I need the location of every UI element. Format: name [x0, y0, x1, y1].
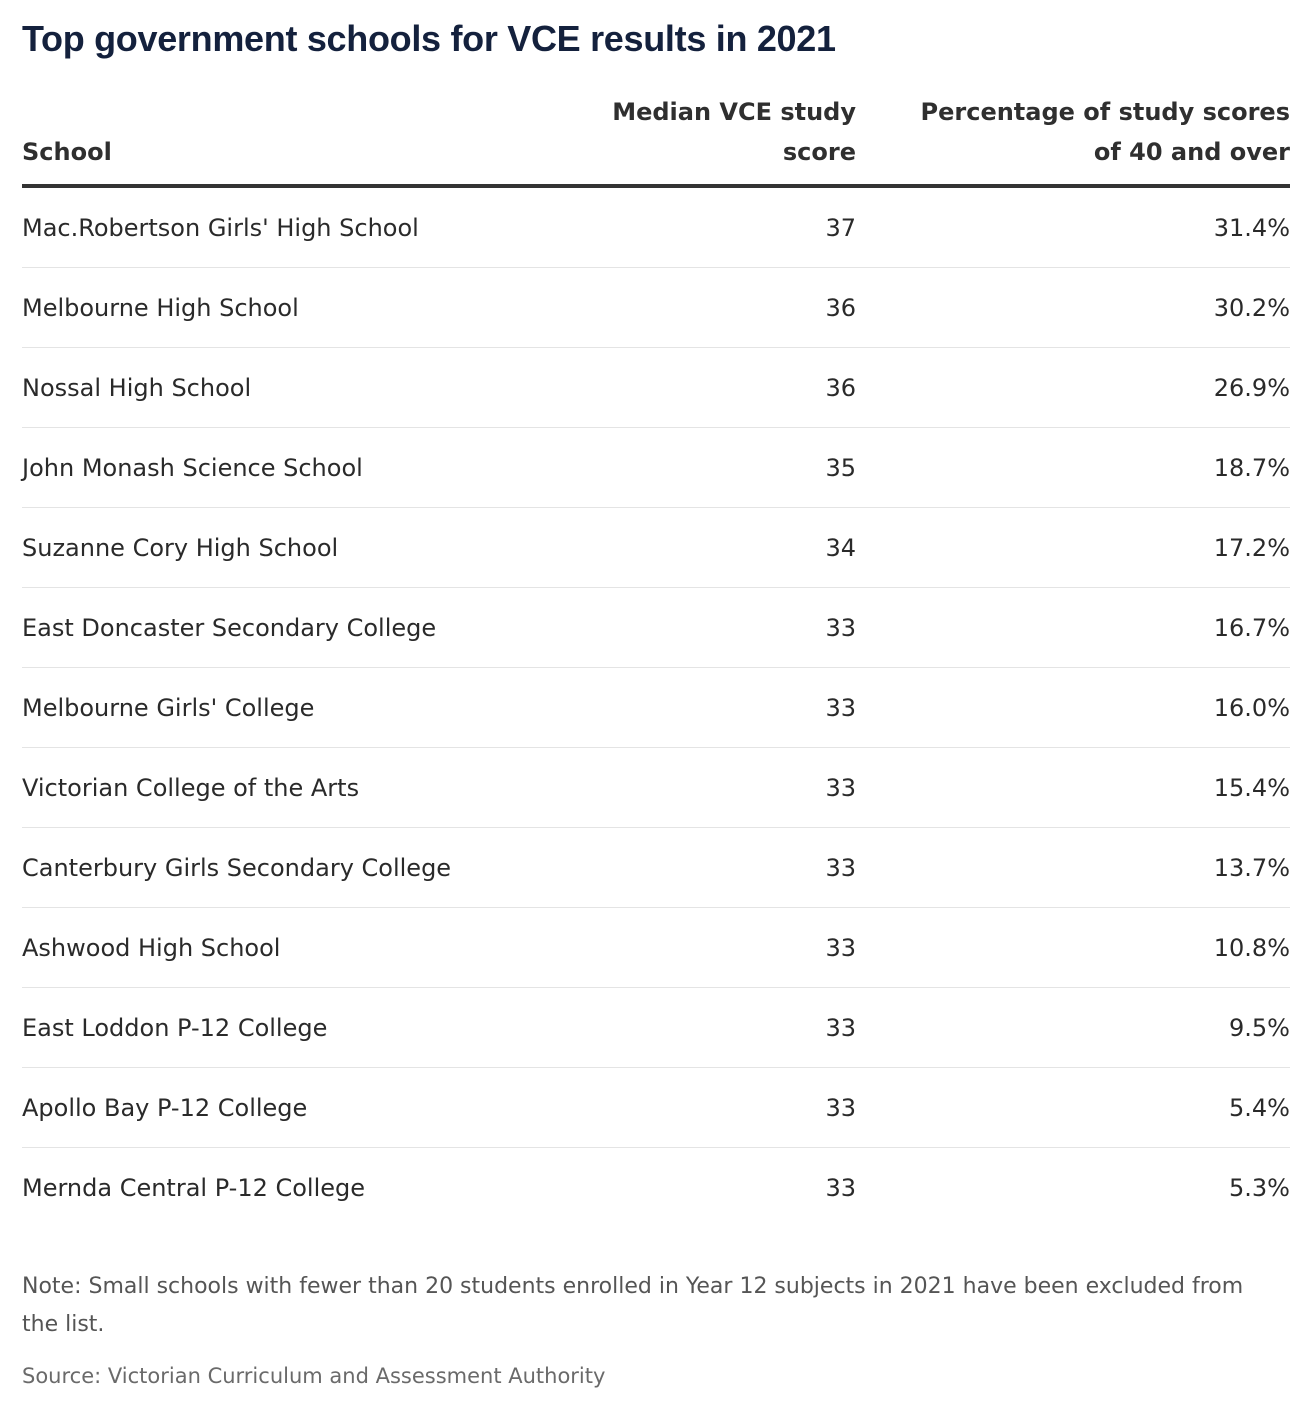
table-row [22, 908, 1290, 988]
cell-median-score: 33 [825, 933, 856, 962]
header-percentage-line-2: of 40 and over [1093, 138, 1290, 166]
table-row [22, 988, 1290, 1068]
cell-percentage-40-plus: 10.8% [1213, 933, 1290, 962]
cell-median-score: 33 [825, 1174, 856, 1202]
cell-median-score: 33 [825, 1013, 856, 1042]
cell-percentage-40-plus: 5.3% [1229, 1174, 1290, 1202]
table-row [22, 1068, 1290, 1148]
cell-percentage-40-plus: 26.9% [1213, 373, 1290, 402]
table-row [22, 668, 1290, 748]
cell-school: Melbourne Girls' College [22, 693, 315, 722]
table-header [22, 92, 1290, 188]
chart-title: Top government schools for VCE results in 2021 [22, 18, 836, 59]
table-row [22, 588, 1290, 668]
cell-percentage-40-plus: 17.2% [1213, 533, 1290, 562]
cell-median-score: 33 [825, 773, 856, 802]
cell-school: East Loddon P-12 College [22, 1013, 328, 1042]
cell-median-score: 33 [825, 693, 856, 722]
header-school: School [22, 138, 112, 166]
results-table [22, 92, 1290, 1228]
table-row [22, 348, 1290, 428]
cell-median-score: 33 [825, 1093, 856, 1122]
table-body [22, 188, 1290, 1228]
cell-median-score: 35 [825, 453, 856, 482]
cell-median-score: 34 [825, 533, 856, 562]
header-percentage-line-1: Percentage of study scores [920, 98, 1290, 126]
cell-school: Canterbury Girls Secondary College [22, 853, 452, 882]
cell-percentage-40-plus: 9.5% [1229, 1013, 1290, 1042]
cell-school: Nossal High School [22, 373, 252, 402]
cell-percentage-40-plus: 13.7% [1213, 853, 1290, 882]
cell-percentage-40-plus: 5.4% [1229, 1093, 1290, 1122]
cell-school: Victorian College of the Arts [22, 773, 360, 802]
cell-median-score: 33 [825, 853, 856, 882]
cell-school: Mernda Central P-12 College [22, 1174, 366, 1202]
table-row [22, 188, 1290, 268]
cell-median-score: 33 [825, 613, 856, 642]
cell-school: Ashwood High School [22, 933, 281, 962]
header-percentage-40-plus [856, 92, 1290, 172]
cell-school: Suzanne Cory High School [22, 533, 339, 562]
table-row [22, 1148, 1290, 1228]
cell-school: Mac.Robertson Girls' High School [22, 213, 419, 242]
cell-percentage-40-plus: 15.4% [1213, 773, 1290, 802]
cell-school: Melbourne High School [22, 293, 299, 322]
cell-school: Apollo Bay P-12 College [22, 1093, 308, 1122]
cell-school: John Monash Science School [22, 453, 363, 482]
cell-school: East Doncaster Secondary College [22, 613, 437, 642]
cell-percentage-40-plus: 18.7% [1213, 453, 1290, 482]
cell-percentage-40-plus: 31.4% [1213, 213, 1290, 242]
footnote: Note: Small schools with fewer than 20 students enrolled in Year 12 subjects in 2021 have been excluded from the list. [22, 1274, 1244, 1337]
header-median-score: Median VCE study score [612, 98, 856, 166]
table-row [22, 268, 1290, 348]
table-row [22, 828, 1290, 908]
cell-percentage-40-plus: 30.2% [1213, 293, 1290, 322]
table-row [22, 428, 1290, 508]
cell-median-score: 36 [825, 373, 856, 402]
table-row [22, 508, 1290, 588]
cell-median-score: 37 [825, 213, 856, 242]
cell-percentage-40-plus: 16.0% [1213, 693, 1290, 722]
cell-percentage-40-plus: 16.7% [1213, 613, 1290, 642]
source-line: Source: Victorian Curriculum and Assessment Authority [22, 1364, 606, 1388]
cell-median-score: 36 [825, 293, 856, 322]
table-row [22, 748, 1290, 828]
